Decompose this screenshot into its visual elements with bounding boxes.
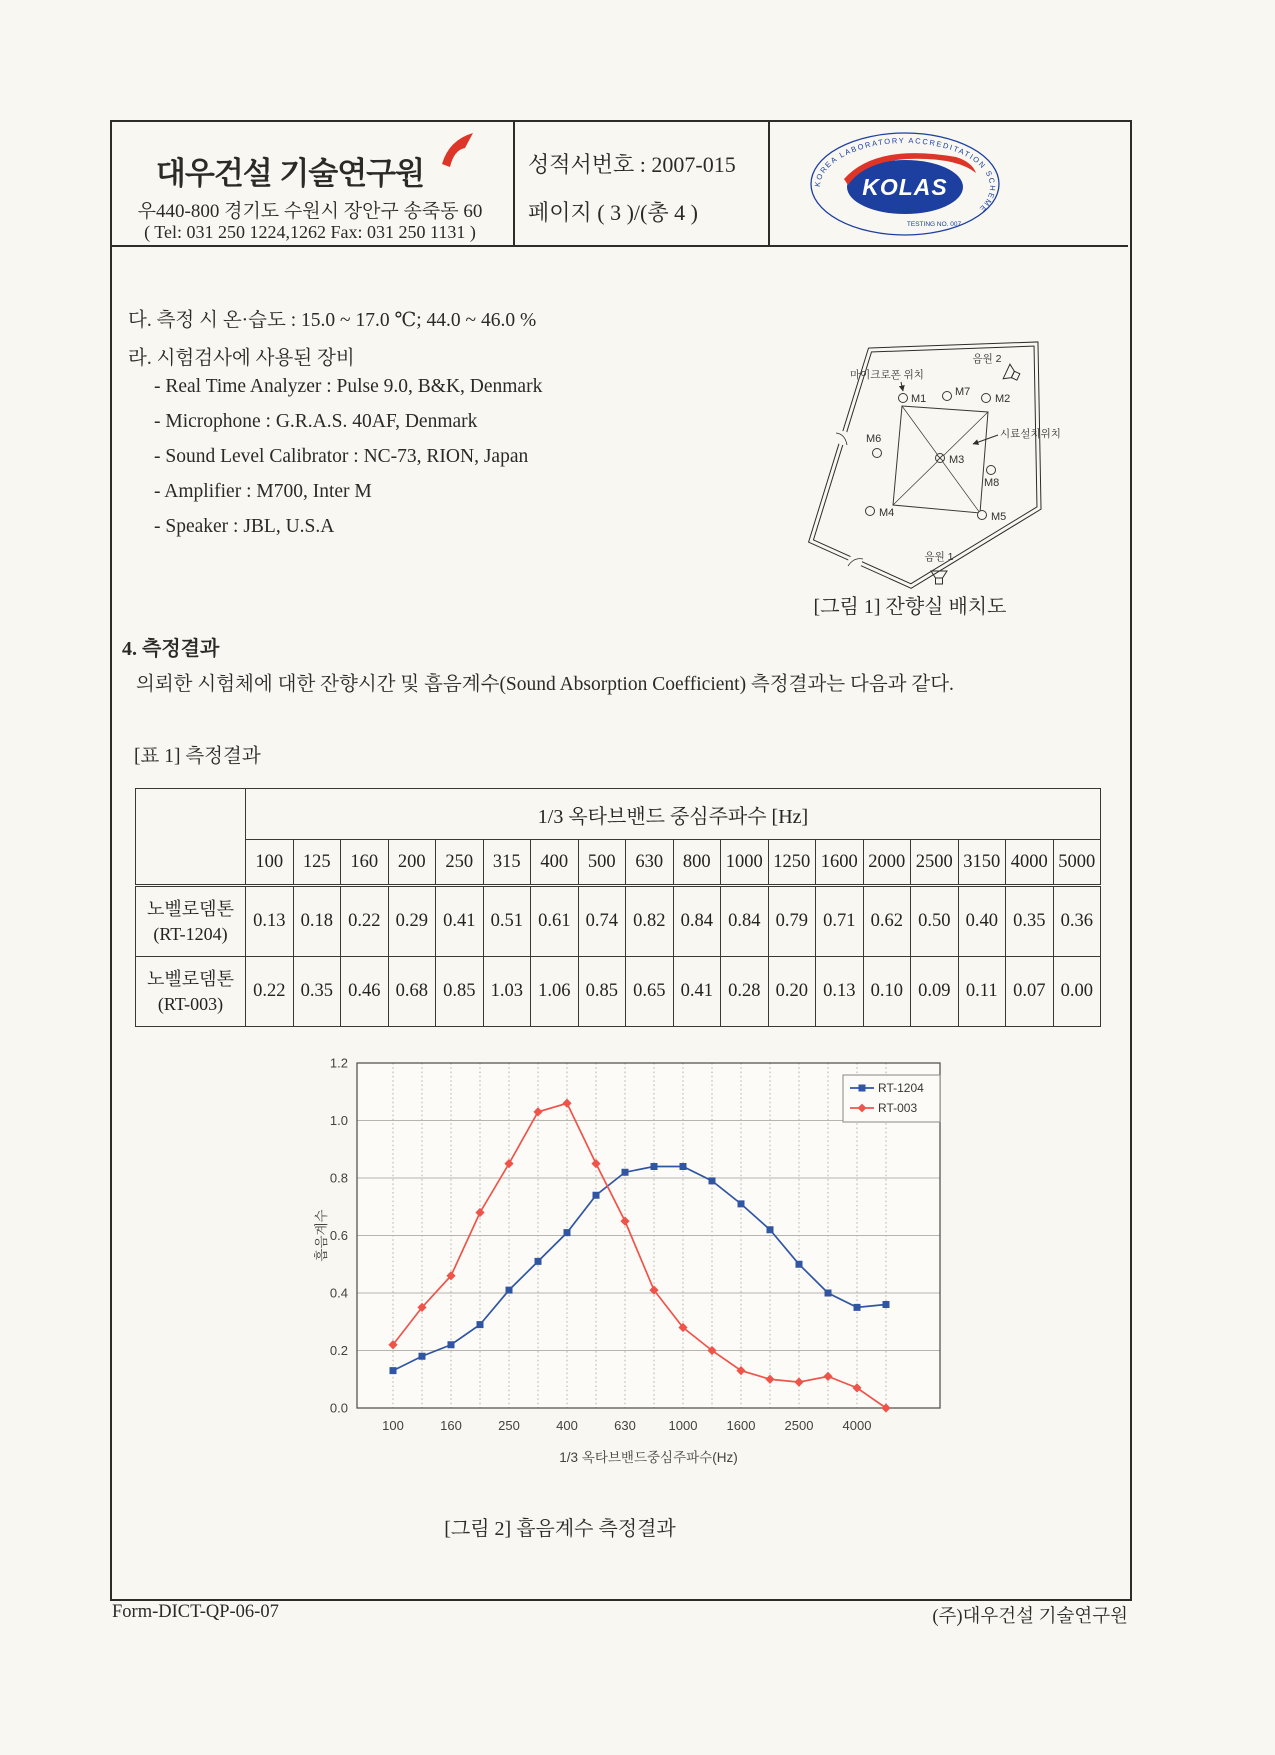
results-table [135, 788, 1101, 1027]
value-cell: 0.84 [721, 886, 769, 957]
x-tick-label: 1600 [726, 1418, 756, 1433]
kolas-logo [806, 129, 1004, 239]
data-point [390, 1367, 397, 1374]
value-cell: 0.62 [863, 886, 911, 957]
legend-label: RT-003 [878, 1101, 918, 1115]
equipment-list [154, 376, 542, 551]
frequency-cell: 4000 [1006, 840, 1054, 886]
value-cell: 0.35 [1006, 886, 1054, 957]
value-cell: 1.03 [483, 957, 531, 1027]
frequency-cell: 1250 [768, 840, 816, 886]
frequency-cell: 3150 [958, 840, 1006, 886]
value-cell: 0.36 [1053, 886, 1101, 957]
frequency-cell: 1600 [816, 840, 864, 886]
source1-label: 음원 1 [924, 551, 954, 563]
data-point [448, 1341, 455, 1348]
mic-label: M7 [955, 386, 971, 398]
band-header-cell: 1/3 옥타브밴드 중심주파수 [Hz] [246, 789, 1101, 840]
frequency-cell: 200 [388, 840, 436, 886]
frequency-cell: 100 [246, 840, 294, 886]
x-axis-title: 1/3 옥타브밴드중심주파수(Hz) [559, 1450, 738, 1465]
value-cell: 0.84 [673, 886, 721, 957]
table1-title: [표 1] 측정결과 [134, 746, 261, 767]
org-contact: ( Tel: 031 250 1224,1262 Fax: 031 250 1131 ) [144, 222, 476, 242]
value-cell: 0.41 [436, 886, 484, 957]
frequency-cell: 500 [578, 840, 626, 886]
mic-marker [873, 449, 882, 458]
equipment-item: - Amplifier : M700, Inter M [154, 481, 372, 502]
value-cell: 0.85 [578, 957, 626, 1027]
data-point [825, 1290, 832, 1297]
mic-marker [982, 394, 991, 403]
table-corner-cell [136, 789, 246, 886]
value-cell: 0.71 [816, 886, 864, 957]
value-cell: 0.35 [293, 957, 341, 1027]
value-cell: 1.06 [531, 957, 579, 1027]
org-address: 우440-800 경기도 수원시 장안구 송죽동 60 [137, 201, 483, 222]
value-cell: 0.00 [1053, 957, 1101, 1027]
mic-position-arrow [901, 382, 903, 391]
value-cell: 0.22 [341, 886, 389, 957]
header-bottom-rule [110, 245, 1128, 247]
y-tick-label: 0.2 [329, 1343, 348, 1358]
legend-label: RT-1204 [878, 1081, 924, 1095]
table-row [136, 957, 1101, 1027]
org-name: 대우건설 기술연구원 [155, 156, 425, 191]
data-point [419, 1353, 426, 1360]
frequency-cell: 800 [673, 840, 721, 886]
data-point [564, 1229, 571, 1236]
value-cell: 0.10 [863, 957, 911, 1027]
kolas-ring-text: KOREA LABORATORY ACCREDITATION SCHEME [812, 135, 998, 215]
frequency-cell: 2000 [863, 840, 911, 886]
x-tick-label: 2500 [784, 1418, 814, 1433]
equipment-item: - Speaker : JBL, U.S.A [154, 516, 335, 537]
sample-name-cell: 노벨로뎀톤 (RT-003) [136, 957, 246, 1027]
x-tick-label: 400 [556, 1418, 578, 1433]
speaker-icon [1003, 364, 1022, 384]
equipment-item: - Real Time Analyzer : Pulse 9.0, B&K, Denmark [154, 376, 543, 397]
mic-label: M5 [991, 511, 1007, 523]
data-point [796, 1261, 803, 1268]
value-cell: 0.85 [436, 957, 484, 1027]
kolas-testing-no: TESTING NO. 007 [906, 221, 962, 228]
mic-marker [978, 511, 987, 520]
equipment-item: - Microphone : G.R.A.S. 40AF, Denmark [154, 411, 478, 432]
data-point [854, 1304, 861, 1311]
frequency-cell: 400 [531, 840, 579, 886]
page-number: 페이지 ( 3 )/(총 4 ) [528, 200, 698, 225]
value-cell: 0.22 [246, 957, 294, 1027]
data-point [622, 1169, 629, 1176]
data-point [767, 1226, 774, 1233]
source2-label: 음원 2 [972, 353, 1002, 365]
value-cell: 0.18 [293, 886, 341, 957]
y-tick-label: 0.4 [329, 1285, 348, 1301]
equipment-heading: 라. 시험검사에 사용된 장비 [128, 348, 355, 369]
mic-label: M8 [984, 477, 1000, 489]
frequency-cell: 2500 [911, 840, 959, 886]
data-point [651, 1163, 658, 1170]
report-number: 성적서번호 : 2007-015 [528, 152, 736, 177]
value-cell: 0.50 [911, 886, 959, 957]
mic-marker [943, 392, 952, 401]
equipment-item: - Sound Level Calibrator : NC-73, RION, Japan [154, 446, 529, 467]
y-axis-title: 흡음계수 [314, 1209, 329, 1262]
value-cell: 0.13 [816, 957, 864, 1027]
value-cell: 0.46 [341, 957, 389, 1027]
daewoo-logo-swoosh [437, 130, 481, 172]
value-cell: 0.07 [1006, 957, 1054, 1027]
value-cell: 0.68 [388, 957, 436, 1027]
data-point [680, 1163, 687, 1170]
mic-marker [899, 394, 908, 403]
value-cell: 0.09 [911, 957, 959, 1027]
value-cell: 0.61 [531, 886, 579, 957]
value-cell: 0.74 [578, 886, 626, 957]
frequency-cell: 160 [341, 840, 389, 886]
value-cell: 0.20 [768, 957, 816, 1027]
reverberation-room-diagram [715, 296, 1061, 601]
data-point [883, 1301, 890, 1308]
value-cell: 0.65 [626, 957, 674, 1027]
x-tick-label: 100 [382, 1418, 404, 1433]
y-tick-label: 0.6 [329, 1228, 348, 1243]
frequency-cell: 315 [483, 840, 531, 886]
x-tick-label: 160 [440, 1418, 462, 1433]
value-cell: 0.28 [721, 957, 769, 1027]
mic-label: M3 [949, 454, 965, 466]
mic-marker [866, 507, 875, 516]
mic-label: M6 [866, 433, 882, 445]
data-point [738, 1200, 745, 1207]
data-point [506, 1287, 513, 1294]
value-cell: 0.41 [673, 957, 721, 1027]
x-tick-label: 630 [614, 1418, 636, 1433]
y-tick-label: 1.2 [329, 1055, 348, 1071]
y-tick-label: 1.0 [329, 1113, 348, 1128]
frequency-cell: 125 [293, 840, 341, 886]
data-point [535, 1258, 542, 1265]
results-table-wrap [135, 788, 1101, 1027]
mic-position-label: 마이크로폰 위치 [850, 369, 924, 381]
value-cell: 0.13 [246, 886, 294, 957]
kolas-name-text: KOLAS [862, 174, 948, 200]
legend-marker [859, 1085, 866, 1092]
measure-condition-line: 다. 측정 시 온·습도 : 15.0 ~ 17.0 ℃; 44.0 ~ 46.0 % [128, 310, 537, 331]
company-footer: (주)대우건설 기술연구원 [932, 1607, 1128, 1627]
value-cell: 0.51 [483, 886, 531, 957]
header-divider-2 [768, 122, 770, 245]
x-tick-label: 4000 [842, 1418, 872, 1433]
value-cell: 0.79 [768, 886, 816, 957]
data-point [593, 1192, 600, 1199]
frequency-cell: 250 [436, 840, 484, 886]
frequency-cell: 630 [626, 840, 674, 886]
mic-label: M4 [879, 507, 895, 519]
value-cell: 0.82 [626, 886, 674, 957]
section4-text: 의뢰한 시험체에 대한 잔향시간 및 흡음계수(Sound Absorption Coefficient) 측정결과는 다음과 같다. [136, 674, 954, 695]
mic-label: M2 [995, 393, 1011, 405]
data-point [709, 1177, 716, 1184]
x-tick-label: 1000 [668, 1418, 698, 1433]
mic-marker [987, 466, 996, 475]
x-tick-label: 250 [498, 1418, 520, 1433]
sample-name-cell: 노벨로뎀톤 (RT-1204) [136, 886, 246, 957]
figure2-caption: [그림 2] 흡음계수 측정결과 [444, 1518, 676, 1540]
header-divider-1 [513, 122, 515, 245]
y-tick-label: 0.8 [329, 1170, 348, 1186]
value-cell: 0.29 [388, 886, 436, 957]
table-row [136, 886, 1101, 957]
room-wall-outline [811, 344, 1039, 586]
absorption-coefficient-chart [300, 1045, 965, 1515]
frequency-cell: 5000 [1053, 840, 1101, 886]
value-cell: 0.40 [958, 886, 1006, 957]
value-cell: 0.11 [958, 957, 1006, 1027]
y-tick-label: 0.0 [329, 1400, 348, 1416]
figure1-caption: [그림 1] 잔향실 배치도 [813, 596, 1007, 618]
mic-label: M1 [911, 393, 927, 405]
sample-position-label: 시료설치위치 [1000, 428, 1061, 440]
section4-title: 4. 측정결과 [122, 638, 220, 660]
data-point [477, 1321, 484, 1328]
frequency-cell: 1000 [721, 840, 769, 886]
form-number: Form-DICT-QP-06-07 [112, 1602, 279, 1622]
